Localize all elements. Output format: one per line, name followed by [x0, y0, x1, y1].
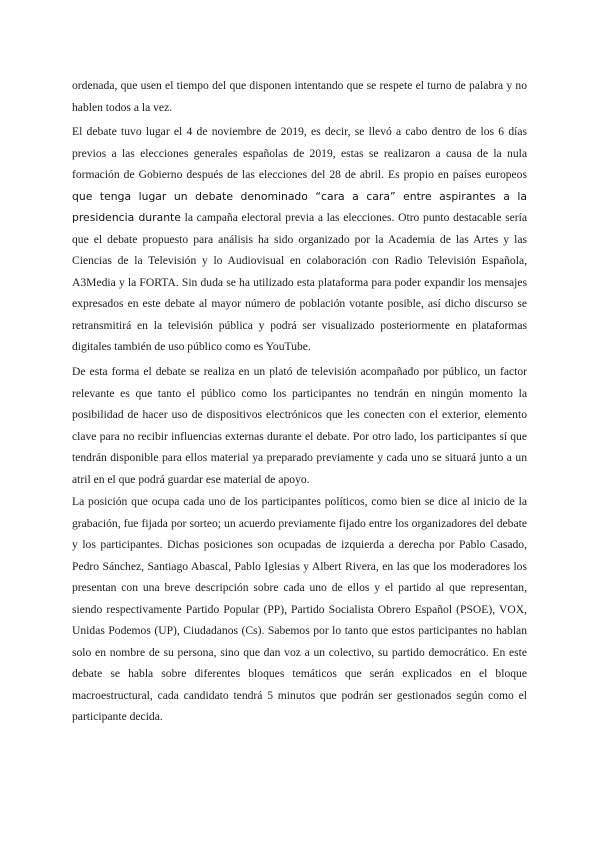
- paragraph-2: [72, 121, 527, 358]
- paragraph-2-text-start: El debate tuvo lugar el 4 de noviembre de 2019, es decir, se llevó a cabo dentro de los 6 días previos a las elecciones generales españolas de 2019, estas se realizaron a causa de la nula formación de Gobierno después de las elecciones del 28 de abril. Es propio en países europeos: [72, 125, 527, 181]
- paragraph-1: ordenada, que usen el tiempo del que disponen intentando que se respete el turno de palabra y no hablen todos a la vez.: [72, 79, 527, 114]
- paragraph-3: De esta forma el debate se realiza en un plató de televisión acompañado por público, un factor relevante es que tanto el público como los participantes no tendrán en ningún momento la posibilidad de hacer uso de dispositivos electrónicos que les conecten con el exterior, elemento clave para no recibir influencias externas durante el debate. Por otro lado, los participantes sí que tendrán disponible para ellos material ya preparado previamente y cada uno se situará junto a un atril en el que podrá guardar ese material de apoyo.: [72, 365, 527, 486]
- paragraph-4: La posición que ocupa cada uno de los participantes políticos, como bien se dice al inicio de la grabación, fue fijada por sorteo; un acuerdo previamente fijado entre los organizadores del debate y los participantes. Dichas posiciones son ocupadas de izquierda a derecha por Pablo Casado, Pedro Sánchez, Santiago Abascal, Pablo Iglesias y Albert Rivera, en las que los moderadores los presentan con una breve descripción sobre cada uno de ellos y el partido al que representan, siendo respectivamente Partido Popular (PP), Partido Socialista Obrero Español (PSOE), VOX, Unidas Podemos (UP), Ciudadanos (Cs). Sabemos por lo tanto que estos participantes no hablan solo en nombre de su persona, sino que dan voz a un colectivo, su partido democrático. En este debate se habla sobre diferentes bloques temáticos que serán explicados en el bloque macroestructural, cada candidato tendrá 5 minutos que podrán ser gestionados según como el participante decida.: [72, 495, 527, 723]
- paragraph-2-text-end: la campaña electoral previa a las elecciones. Otro punto destacable sería que el debate propuesto para análisis ha sido organizado por la Academia de las Artes y las Ciencias de la Televisión y lo Audiovisual en colaboración con Radio Televisión Española, A3Media y la FORTA. Sin duda se ha utilizado esta plataforma para poder expandir los mensajes expresados en este debate al mayor número de población votante posible, así dicho discurso se retransmitirá en la televisión pública y podrá ser visualizado posteriormente en plataformas digitales también de uso público como es YouTube.: [72, 211, 527, 353]
- paragraph-2-alt-font-line: que tenga lugar un debate denominado “cara a cara” entre aspirantes a la presidencia durante: [72, 189, 527, 224]
